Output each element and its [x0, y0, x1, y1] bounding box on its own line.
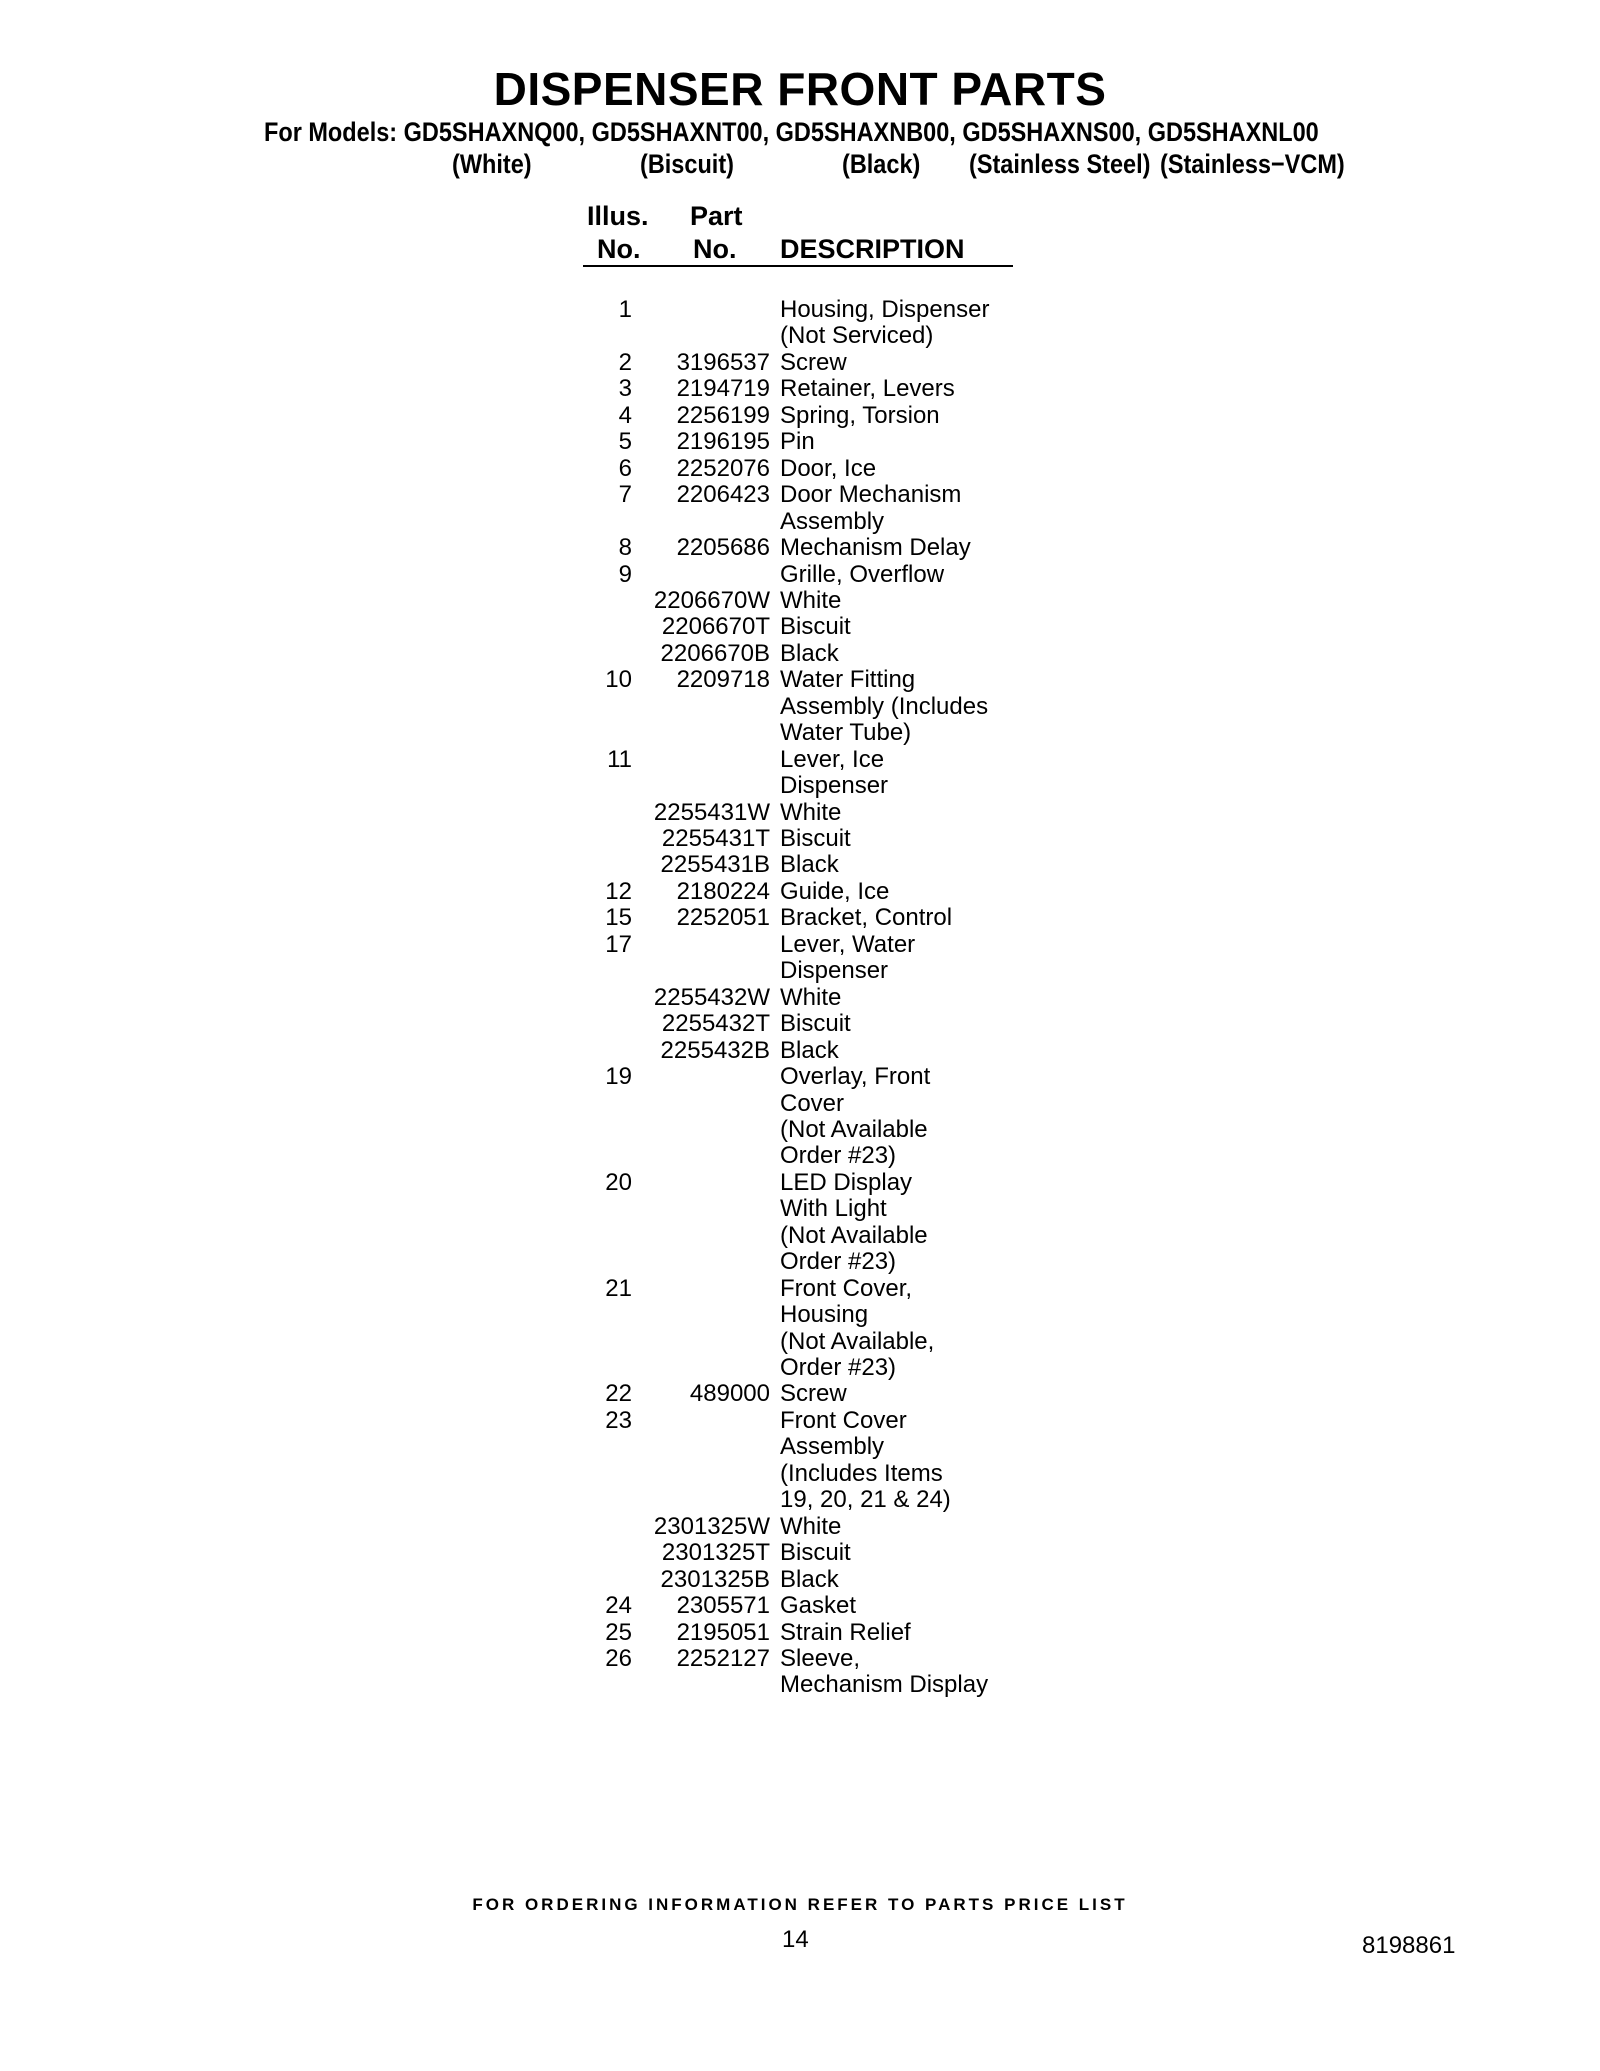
table-row: [0, 904, 1600, 931]
table-row: [0, 746, 1600, 773]
table-row: [0, 1539, 1600, 1566]
description: Black: [780, 639, 839, 667]
description: Dispenser: [780, 957, 889, 985]
part-number: 2206670W: [653, 586, 770, 614]
table-row: [0, 825, 1600, 852]
illus-number: 7: [618, 481, 632, 509]
description: Assembly: [780, 507, 885, 535]
description: LED Display: [780, 1168, 913, 1196]
page-number: 14: [782, 1926, 809, 1953]
model-color-white: (White): [452, 149, 532, 179]
part-number: 2255431W: [653, 798, 770, 826]
table-row: [0, 772, 1600, 799]
illus-number: 4: [618, 401, 632, 429]
table-row: [0, 851, 1600, 878]
part-number: 2255431T: [661, 825, 770, 852]
illus-number: 6: [618, 454, 632, 482]
header-part-line1: Part: [690, 201, 743, 231]
description: Overlay, Front: [780, 1063, 931, 1091]
table-row: [0, 375, 1600, 402]
description: Biscuit: [780, 825, 851, 852]
part-number: 2252076: [676, 454, 770, 482]
description: Guide, Ice: [780, 877, 890, 905]
description: Door Mechanism: [780, 481, 962, 509]
description: Housing: [780, 1301, 869, 1329]
illus-number: 2: [618, 348, 632, 376]
description: Water Fitting: [780, 666, 916, 694]
part-number: 2194719: [676, 375, 770, 403]
table-row: [0, 1169, 1600, 1196]
table-row: [0, 1486, 1600, 1513]
header-rule: [583, 265, 1013, 267]
illus-number: 26: [605, 1644, 632, 1672]
description: Retainer, Levers: [780, 375, 955, 403]
table-row: [0, 1592, 1600, 1619]
page-title: DISPENSER FRONT PARTS: [493, 63, 1107, 115]
part-number: 2180224: [676, 877, 770, 905]
part-number: 2255432B: [660, 1036, 770, 1064]
description: 19, 20, 21 & 24): [780, 1486, 951, 1514]
part-number: 2255431B: [660, 851, 770, 879]
models-line: For Models: GD5SHAXNQ00, GD5SHAXNT00, GD5SHAXNB00, GD5SHAXNS00, GD5SHAXNL00: [264, 117, 1319, 147]
illus-number: 19: [605, 1063, 632, 1091]
illus-number: 23: [605, 1406, 632, 1434]
ordering-note: FOR ORDERING INFORMATION REFER TO PARTS PRICE LIST: [472, 1895, 1128, 1914]
illus-number: 12: [605, 877, 632, 905]
model-color-black: (Black): [842, 149, 921, 179]
part-number: 2301325B: [660, 1565, 770, 1593]
header-description: DESCRIPTION: [780, 234, 965, 264]
table-row: [0, 1328, 1600, 1355]
table-row: [0, 1513, 1600, 1540]
illus-number: 9: [618, 560, 632, 588]
description: Lever, Water: [780, 930, 916, 958]
model-color-stainless-vcm: (Stainless−VCM): [1160, 149, 1345, 179]
description: Biscuit: [780, 1010, 851, 1038]
part-number: 2252051: [676, 904, 770, 932]
description: Black: [780, 1565, 839, 1593]
description: Mechanism Delay: [780, 534, 971, 562]
description: Pin: [780, 428, 815, 456]
description: Order #23): [780, 1248, 897, 1276]
illus-number: 21: [605, 1274, 632, 1302]
table-row: [0, 1619, 1600, 1646]
table-row: [0, 640, 1600, 667]
model-color-stainless: (Stainless Steel): [969, 149, 1151, 179]
table-row: [0, 296, 1600, 323]
description: Biscuit: [780, 613, 851, 641]
description: Water Tube): [780, 719, 912, 747]
description: Assembly (Includes: [780, 692, 989, 720]
description: Lever, Ice: [780, 745, 885, 773]
header-part-line2: No.: [693, 234, 737, 264]
table-row: [0, 1090, 1600, 1117]
table-row: [0, 1248, 1600, 1275]
table-row: [0, 666, 1600, 693]
table-row: [0, 693, 1600, 720]
part-number: 2206670B: [660, 639, 770, 667]
description: Mechanism Display: [780, 1671, 989, 1699]
illus-number: 5: [618, 428, 632, 456]
description: Housing, Dispenser: [780, 296, 990, 323]
table-row: [0, 1671, 1600, 1698]
illus-number: 1: [618, 296, 632, 323]
table-row: [0, 984, 1600, 1011]
description: Sleeve,: [780, 1644, 861, 1672]
part-number: 2252127: [676, 1644, 770, 1672]
illus-number: 11: [607, 745, 632, 773]
illus-number: 17: [605, 930, 632, 958]
table-row: [0, 402, 1600, 429]
document-number: 8198861: [1362, 1932, 1456, 1959]
illus-number: 15: [605, 904, 632, 932]
table-row: [0, 508, 1600, 535]
illus-number: 20: [605, 1168, 632, 1196]
table-row: [0, 613, 1600, 640]
header-illus-line1: Illus.: [587, 201, 649, 231]
part-number: 2206423: [676, 481, 770, 509]
table-row: [0, 1433, 1600, 1460]
description: Cover: [780, 1089, 845, 1117]
part-number: 2206670T: [661, 613, 770, 641]
part-number: 2209718: [676, 666, 770, 694]
description: Front Cover: [780, 1406, 907, 1434]
description: Dispenser: [780, 772, 889, 800]
description: Assembly: [780, 1433, 885, 1461]
description: White: [780, 983, 842, 1011]
table-row: [0, 1354, 1600, 1381]
table-row: [0, 719, 1600, 746]
table-row: [0, 799, 1600, 826]
description: Order #23): [780, 1142, 897, 1170]
description: (Not Available: [780, 1115, 928, 1143]
table-row: [0, 1645, 1600, 1672]
description: White: [780, 586, 842, 614]
table-row: [0, 1142, 1600, 1169]
table-row: [0, 1010, 1600, 1037]
table-row: [0, 561, 1600, 588]
table-row: [0, 931, 1600, 958]
illus-number: 3: [618, 375, 632, 403]
part-number: 3196537: [676, 348, 770, 376]
table-row: [0, 587, 1600, 614]
description: Black: [780, 1036, 839, 1064]
table-row: [0, 455, 1600, 482]
description: Screw: [780, 1380, 847, 1408]
description: (Not Available: [780, 1221, 928, 1249]
description: Grille, Overflow: [780, 560, 945, 588]
illus-number: 10: [605, 666, 632, 694]
table-row: [0, 1275, 1600, 1302]
illus-number: 22: [605, 1380, 632, 1408]
table-row: [0, 1380, 1600, 1407]
table-row: [0, 1222, 1600, 1249]
table-row: [0, 428, 1600, 455]
illus-number: 25: [605, 1618, 632, 1646]
table-row: [0, 1063, 1600, 1090]
header-illus-line2: No.: [597, 234, 641, 264]
part-number: 2301325W: [653, 1512, 770, 1540]
table-row: [0, 1566, 1600, 1593]
description: Strain Relief: [780, 1618, 911, 1646]
description: Front Cover,: [780, 1274, 913, 1302]
table-row: [0, 1301, 1600, 1328]
table-row: [0, 349, 1600, 376]
description: (Includes Items: [780, 1459, 943, 1487]
description: (Not Serviced): [780, 322, 934, 350]
illus-number: 24: [605, 1592, 632, 1620]
table-row: [0, 534, 1600, 561]
illus-number: 8: [618, 534, 632, 562]
description: Door, Ice: [780, 454, 877, 482]
part-number: 2255432T: [661, 1010, 770, 1038]
table-row: [0, 481, 1600, 508]
table-row: [0, 878, 1600, 905]
part-number: 2301325T: [661, 1539, 770, 1567]
part-number: 2205686: [676, 534, 770, 562]
table-row: [0, 957, 1600, 984]
part-number: 2256199: [676, 401, 770, 429]
description: Biscuit: [780, 1539, 851, 1567]
table-row: [0, 1460, 1600, 1487]
description: (Not Available,: [780, 1327, 935, 1355]
table-row: [0, 1116, 1600, 1143]
description: White: [780, 798, 842, 826]
part-number: 2195051: [676, 1618, 770, 1646]
description: Gasket: [780, 1592, 857, 1620]
model-color-biscuit: (Biscuit): [640, 149, 734, 179]
description: Spring, Torsion: [780, 401, 940, 429]
description: White: [780, 1512, 842, 1540]
description: Black: [780, 851, 839, 879]
part-number: 2305571: [676, 1592, 770, 1620]
table-row: [0, 1195, 1600, 1222]
table-row: [0, 322, 1600, 349]
part-number: 2196195: [676, 428, 770, 456]
part-number: 2255432W: [653, 983, 770, 1011]
table-row: [0, 1407, 1600, 1434]
description: Screw: [780, 348, 847, 376]
description: Order #23): [780, 1354, 897, 1381]
table-row: [0, 1037, 1600, 1064]
description: With Light: [780, 1195, 887, 1223]
description: Bracket, Control: [780, 904, 953, 932]
part-number: 489000: [689, 1380, 770, 1408]
